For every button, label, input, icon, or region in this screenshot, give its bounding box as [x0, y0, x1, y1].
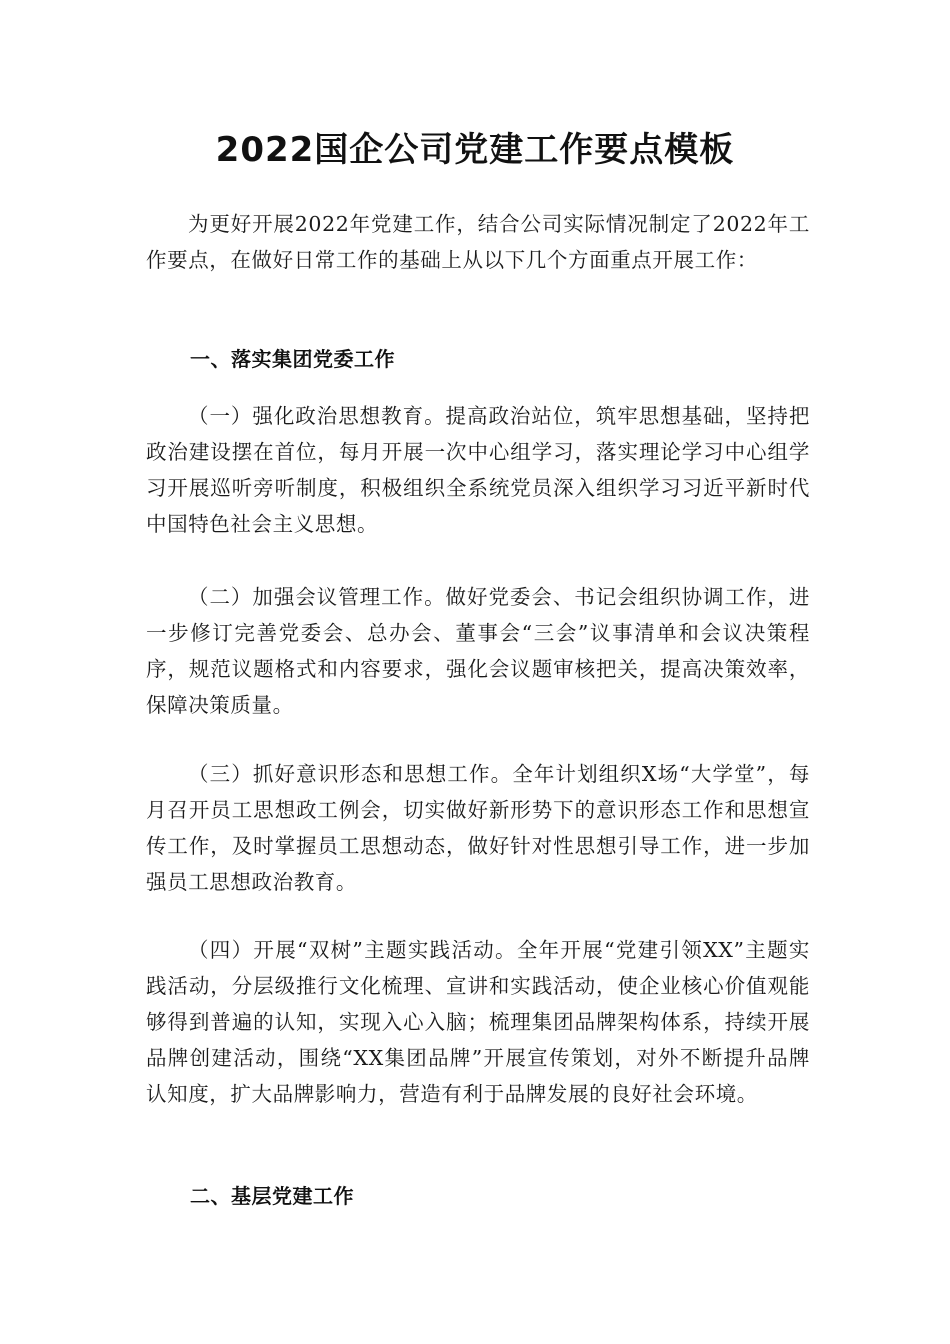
document-title: 2022国企公司党建工作要点模板: [215, 130, 735, 170]
paragraph-1-2: （二）加强会议管理工作。做好党委会、书记会组织协调工作，进一步修订完善党委会、总办会、董事会“三会”议事清单和会议决策程序，规范议题格式和内容要求，强化会议题审核把关，提高决策效率，保障决策质量。: [146, 585, 810, 717]
paragraph-1-3: （三）抓好意识形态和思想工作。全年计划组织X场“大学堂”，每月召开员工思想政工例会，切实做好新形势下的意识形态工作和思想宣传工作，及时掌握员工思想动态，做好针对性思想引导工作，进一步加强员工思想政治教育。: [146, 762, 810, 894]
section-heading-2: 二、基层党建工作: [190, 1184, 354, 1208]
intro-paragraph: 为更好开展2022年党建工作，结合公司实际情况制定了2022年工作要点，在做好日常工作的基础上从以下几个方面重点开展工作：: [146, 212, 810, 272]
section-heading-1: 一、落实集团党委工作: [190, 347, 395, 371]
paragraph-1-4: （四）开展“双树”主题实践活动。全年开展“党建引领XX”主题实践活动，分层级推行文化梳理、宣讲和实践活动，使企业核心价值观能够得到普遍的认知，实现入心入脑；梳理集团品牌架构体系，持续开展品牌创建活动，围绕“XX集团品牌”开展宣传策划，对外不断提升品牌认知度，扩大品牌影响力，营造有利于品牌发展的良好社会环境。: [146, 938, 810, 1106]
paragraph-1-1: （一）强化政治思想教育。提高政治站位，筑牢思想基础，坚持把政治建设摆在首位，每月开展一次中心组学习，落实理论学习中心组学习开展巡听旁听制度，积极组织全系统党员深入组织学习习近平新时代中国特色社会主义思想。: [146, 404, 810, 536]
